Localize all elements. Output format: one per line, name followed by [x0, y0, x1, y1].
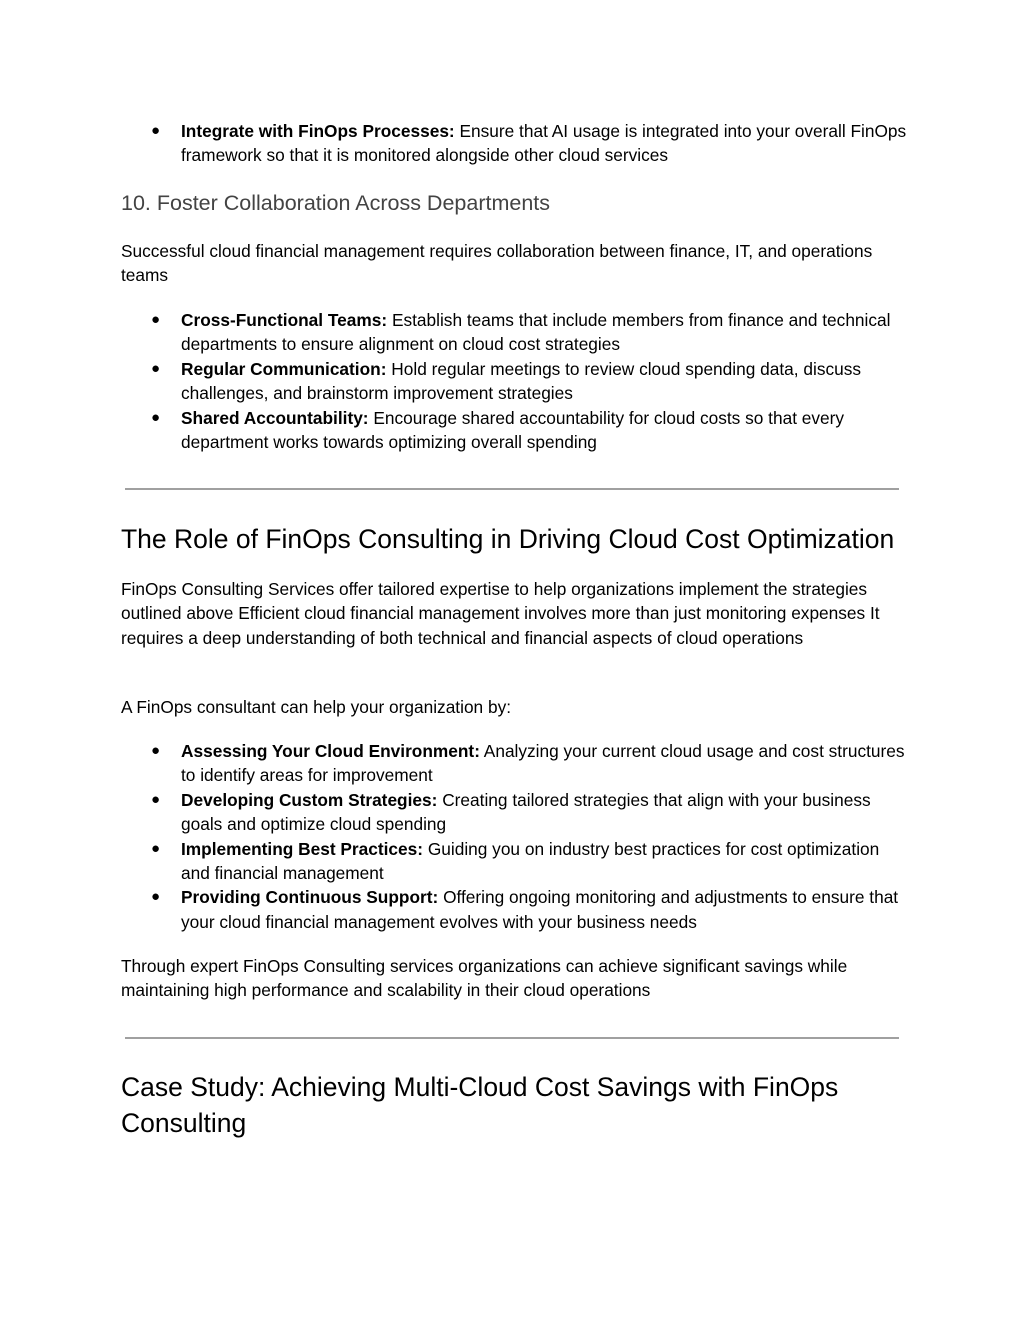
item-text: Guiding you on industry best practices for cost optimization and financial management	[181, 838, 880, 884]
bullet-icon: ●	[151, 311, 161, 328]
top-bullet-list	[121, 119, 911, 168]
item-text: Establish teams that include members from finance and technical departments to ensure alignment on cloud cost strategies	[181, 310, 891, 355]
list-item	[121, 788, 911, 837]
bullet-icon: ●	[151, 888, 161, 906]
bullet-icon: ●	[151, 790, 161, 808]
role-paragraph-1: FinOps Consulting Services offer tailored expertise to help organizations implement the strategies outlined above Efficient cloud financial management involves more than just monitoring expenses It requires a deep understanding of both technical and financial aspects of cloud operations	[121, 579, 880, 648]
horizontal-divider	[125, 1037, 899, 1039]
item-bold-label: Implementing Best Practices:	[181, 838, 424, 859]
item-bold-label: Developing Custom Strategies:	[181, 789, 438, 810]
section-10-heading-block	[121, 189, 911, 217]
role-bullet-list	[121, 739, 911, 934]
list-item	[121, 357, 911, 406]
role-para-2-block	[121, 695, 911, 719]
list-item	[121, 837, 911, 886]
section-10-intro-block	[121, 239, 911, 288]
item-bold-label: Shared Accountability:	[181, 407, 369, 428]
bullet-icon: ●	[151, 359, 161, 377]
item-bold-label: Providing Continuous Support:	[181, 887, 439, 908]
section-10-heading: 10. Foster Collaboration Across Departments	[121, 191, 551, 215]
item-text: Ensure that AI usage is integrated into your overall FinOps framework so that it is monitored alongside other cloud services	[181, 121, 907, 166]
case-study-heading: Case Study: Achieving Multi-Cloud Cost Savings with FinOps Consulting	[121, 1072, 839, 1138]
role-heading-block	[121, 521, 921, 557]
list-item	[121, 308, 911, 357]
role-closing-paragraph: Through expert FinOps Consulting services organizations can achieve significant savings while maintaining high performance and scalability in their cloud operations	[121, 956, 848, 1001]
item-text: Encourage shared accountability for cloud costs so that every department works towards optimizing overall spending	[181, 407, 845, 453]
bullet-icon: ●	[151, 122, 161, 139]
section-10-intro: Successful cloud financial management requires collaboration between finance, IT, and operations teams	[121, 241, 873, 286]
list-item	[121, 885, 911, 934]
item-text: Offering ongoing monitoring and adjustments to ensure that your cloud financial management evolves with your business needs	[181, 887, 899, 932]
list-item	[121, 406, 911, 455]
case-study-heading-block	[121, 1069, 881, 1141]
item-text: Analyzing your current cloud usage and cost structures to identify areas for improvement	[181, 741, 905, 786]
list-item	[121, 739, 911, 788]
item-bold-label: Cross-Functional Teams:	[181, 310, 388, 330]
item-bold-label: Assessing Your Cloud Environment:	[181, 741, 480, 761]
section-10-bullet-list	[121, 308, 911, 454]
role-closing-block	[121, 954, 911, 1003]
role-paragraph-2: A FinOps consultant can help your organization by:	[121, 697, 512, 717]
item-bold-label: Integrate with FinOps Processes:	[181, 121, 455, 141]
item-bold-label: Regular Communication:	[181, 358, 387, 379]
bullet-icon: ●	[151, 742, 161, 759]
item-text: Creating tailored strategies that align with your business goals and optimize cloud spending	[181, 789, 871, 835]
list-item	[121, 119, 911, 168]
bullet-icon: ●	[151, 408, 161, 426]
horizontal-divider	[125, 488, 899, 490]
role-para-1-block	[121, 577, 911, 650]
item-text: Hold regular meetings to review cloud spending data, discuss challenges, and brainstorm improvement strategies	[181, 358, 862, 404]
role-section-heading: The Role of FinOps Consulting in Driving Cloud Cost Optimization	[121, 524, 895, 554]
bullet-icon: ●	[151, 839, 161, 857]
